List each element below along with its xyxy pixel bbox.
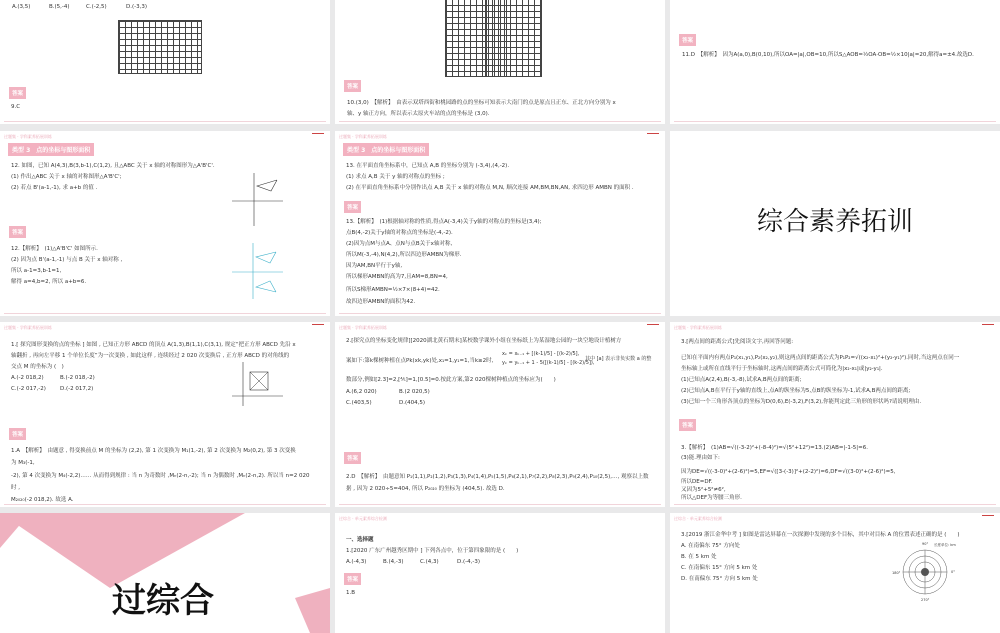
- option-c: C.(403,5): [346, 400, 372, 406]
- analysis-line: 时 ,: [11, 485, 20, 491]
- question-line: 数部分,例如[2.3]=2,[⅘]=1,[0.5]=0.按此方案,第2 020棵树种植点的坐标应为( ): [346, 377, 556, 383]
- radar-label-0: 0°: [951, 570, 955, 574]
- question-line: 1.[2020 广东广州越秀区期中 ] 下列各点中，位于第四象限的是 ( ): [346, 548, 519, 554]
- option-d: D.(-2 017,2): [60, 386, 94, 392]
- slide-13[interactable]: [335, 131, 665, 316]
- analysis-line: 点B(4,-2)关于y轴的对称点的坐标是(-4,-2).: [346, 230, 453, 236]
- slide-10[interactable]: [335, 0, 665, 124]
- analysis-line: 12.【解析】 (1)△A'B'C' 如图所示.: [11, 246, 98, 252]
- option-c: C.(-2 017,-2): [11, 386, 46, 392]
- answer-badge: 答案: [9, 226, 26, 238]
- slide-chapter-cover[interactable]: [0, 513, 330, 633]
- question-line: 2.[探究点的坐标变化规律][2020湖北黄石期末]某校数学课外小组在坐标纸上为某湿地公园的一块空地设计植树方: [346, 338, 622, 344]
- divider: [4, 504, 326, 505]
- logo-mark: [982, 324, 994, 328]
- divider: [4, 121, 326, 122]
- slide-header: 过题集 · 学科素养拓展训练: [339, 134, 387, 139]
- option-d: D. 在南偏东 75° 方向 5 km 处: [681, 576, 758, 582]
- section-heading: 一、选择题: [346, 537, 374, 543]
- divider: [339, 121, 661, 122]
- divider: [4, 313, 326, 314]
- slide-choice-3[interactable]: [670, 513, 1000, 633]
- option-a: A.(-2 018,2): [11, 375, 44, 381]
- question-line: 交点 M 的坐标为 ( ): [11, 364, 64, 370]
- question-line: (2)已知点A,B在平行于y轴的直线上,点A的纵坐标为5,点B的纵坐标为-1,试求A,B两点间的距离;: [681, 388, 911, 394]
- cover-title: 过综合: [112, 581, 214, 621]
- divider: [674, 121, 996, 122]
- analysis-line: 3.【解析】 (1)AB=√((-3-2)²+(-8-4)²)=√(5²+12²)=13.(2)AB=|-1-5|=6.: [681, 445, 869, 451]
- option-a: A.(3,5): [12, 4, 31, 10]
- answer-text: 1.B: [346, 590, 356, 596]
- answer-text: 9.C: [11, 104, 21, 110]
- slide-header: 过综合 · 单元素养综合检测: [339, 516, 387, 521]
- slide-choice-1[interactable]: [335, 513, 665, 633]
- answer-badge: 答案: [679, 34, 696, 46]
- question-line: 案如下:第k棵树种植在点Pk(xk,yk)处,x₁=1,y₁=1,当k≥2时,: [346, 358, 494, 364]
- question-line: (3)已知一个三角形各顶点的坐标为D(0,6),E(-3,2),F(3,2),你能判定此三角形的形状吗?请说明理由.: [681, 399, 922, 405]
- slide-3[interactable]: [670, 322, 1000, 507]
- analysis-line: 所以 a-1=3,b-1=1,: [11, 268, 62, 274]
- slide-header: 过题集 · 学科素养拓展训练: [674, 325, 722, 330]
- option-c: C.(-2,5): [86, 4, 107, 10]
- option-d: D.(-3,3): [126, 4, 148, 10]
- logo-mark: [647, 133, 659, 137]
- analysis-line: 13.【解析】 (1)根据轴对称的性质,得点A(-3,4)关于y轴的对称点的坐标是(3,4);: [346, 219, 542, 225]
- analysis-line: 所以DE=DF.: [681, 479, 713, 485]
- question-line: (1) 求点 A,B 关于 y 轴的对称点的坐标 ;: [346, 174, 445, 180]
- option-c: C. 在南偏东 15° 方向 5 km 处: [681, 565, 758, 571]
- radar-unit: 长度单位: km: [934, 543, 956, 547]
- formula-line: xₖ = xₖ₋₁ + [(k-1)/5] - [(k-2)/5],: [502, 351, 580, 357]
- analysis-line: 11.D 【解析】 因为A(a,0),B(0,10),所以OA=|a|,OB=10,所以S△AOB=½OA·OB=½×10|a|=20,解得a=±4.故选D.: [682, 52, 974, 58]
- slide-header: 过综合 · 单元素养综合检测: [674, 516, 722, 521]
- analysis-line: -2), 第 4 次变换为 M₄(-2,2)…… 从而得到规律 : 当 n 为奇数时 ,Mₙ(2-n,-2); 当 n 为偶数时 ,Mₙ(2-n,2). 所以当 n=2 020: [11, 473, 310, 479]
- slide-section-title[interactable]: [670, 131, 1000, 316]
- answer-badge: 答案: [9, 87, 26, 99]
- option-a: A.(6,2 020): [346, 389, 377, 395]
- radar-label-90: 90°: [922, 542, 929, 546]
- type-banner: 类型 3 点的坐标与图形面积: [8, 143, 94, 156]
- divider: [339, 504, 661, 505]
- analysis-line: 因为DE=√((-3-0)²+(2-6)²)=5,EF=√([3-(-3)]²+(2-2)²)=6,DF=√((3-0)²+(2-6)²)=5,: [681, 469, 896, 475]
- question-line: 已知在平面内有两点P₁(x₁,y₁),P₂(x₂,y₂),则这两点间的距离公式为P₁P₂=√((x₂-x₁)²+(y₂-y₁)²).同时,当这两点在同一: [681, 355, 960, 361]
- coordinate-figure: [230, 171, 285, 226]
- analysis-line: 所以梯形AMBN的高为7,且AM=8,BN=4,: [346, 274, 448, 280]
- slide-12[interactable]: [0, 131, 330, 316]
- question-line: (1) 作出△ABC 关于 x 轴的对称图形△A'B'C';: [11, 174, 122, 180]
- question-line: 轴翻折 , 再向左平移 1 个单位长度”为一次变换 , 如此这样 , 连续经过 2 020 次变换后 , 正方形 ABCD 的对角线的: [11, 353, 290, 359]
- divider: [339, 313, 661, 314]
- question-line: 13. 在平面直角坐标系中，已知点 A,B 的坐标分别为 (-3,4),(4,-2).: [346, 163, 510, 169]
- slide-header: 过题集 · 学科素养拓展训练: [4, 134, 52, 139]
- analysis-line: 所以S梯形AMBN=½×7×(8+4)=42.: [346, 287, 440, 293]
- answer-badge: 答案: [344, 201, 361, 213]
- option-a: A.(-4,3): [346, 559, 367, 565]
- analysis-line: 1.A 【解析】 由题意 , 得变换前点 M 的坐标为 (2,2), 第 1 次变换为 M₁(1,-2), 第 2 次变换为 M₂(0,2), 第 3 次变换: [11, 448, 296, 454]
- logo-mark: [312, 324, 324, 328]
- slide-header: 过题集 · 学科素养拓展训练: [339, 325, 387, 330]
- question-line: 3.[两点间的距离公式]先阅读文字,再回答问题:: [681, 339, 794, 345]
- question-line: (2) 在平面直角坐标系中分别作出点 A,B 关于 x 轴的对称点 M,N, 顺次连接 AM,BM,BN,AN, 求四边形 AMBN 的面积 .: [346, 185, 634, 191]
- option-d: D.(-4,-3): [457, 559, 480, 565]
- logo-mark: [982, 515, 994, 519]
- answer-figure: [230, 241, 285, 301]
- question-line: (2) 若点 B'(a-1,-1), 求 a+b 的值 .: [11, 185, 98, 191]
- divider: [674, 504, 996, 505]
- radar-label-180: 180°: [892, 571, 901, 575]
- option-c: C.(4,3): [420, 559, 439, 565]
- analysis-line: 为 M₃(-1,: [11, 460, 35, 466]
- analysis-line: 解得 a=4,b=2, 所以 a+b=6.: [11, 279, 87, 285]
- option-a: A. 在南偏东 75° 方向处: [681, 543, 740, 549]
- analysis-line: (2)因为点M与点A、点N与点B关于x轴对称,: [346, 241, 453, 247]
- option-b: B.(5,-4): [49, 4, 70, 10]
- formula-line: yₖ = yₖ₋₁ + 1 - 5([(k-1)/5] - [(k-2)/5]),: [502, 360, 595, 366]
- slide-9[interactable]: [0, 0, 330, 124]
- analysis-line: M₂₀₂₀(-2 018,2). 故选 A.: [11, 497, 74, 503]
- answer-badge: 答案: [344, 80, 361, 92]
- answer-badge: 答案: [344, 452, 361, 464]
- logo-mark: [312, 133, 324, 137]
- option-b: B. 在 5 km 处: [681, 554, 717, 560]
- analysis-line: (2) 因为点 B'(a-1,-1) 与点 B 关于 x 轴对称 ,: [11, 257, 123, 263]
- city-map-figure-right: [485, 0, 542, 77]
- analysis-line: 10.(3,0) 【解析】 由表示双塔西街和桃园路的点的坐标可知表示大南门的点是原点且正东、正北方向分别为 x: [347, 100, 616, 106]
- analysis-line: 轴、y 轴正方向，所以表示太原火车站的点的坐标是 (3,0).: [347, 111, 490, 117]
- square-figure: [230, 360, 285, 408]
- radar-figure: [900, 547, 950, 597]
- analysis-line: 故四边形AMBN的面积为42.: [346, 299, 416, 305]
- answer-badge: 答案: [9, 428, 26, 440]
- slide-2[interactable]: [335, 322, 665, 507]
- analysis-line: 据 , 因为 2 020÷5=404, 所以 P₂₀₂₀ 的坐标为 (404,5). 故选 D.: [346, 486, 505, 492]
- analysis-line: 2.D 【解析】 由题意知 P₁(1,1),P₂(1,2),P₃(1,3),P₄(1,4),P₅(1,5),P₆(2,1),P₇(2,2),P₈(2,3),P₉(2,4),P₁₀(2,5),…, 观察以上数: [346, 474, 649, 480]
- analysis-line: 所以△DEF为等腰三角形.: [681, 495, 742, 501]
- question-line: 坐标轴上或所在直线平行于坐标轴时,这两点间的距离公式可简化为|x₂-x₁|或|y₂-y₁|.: [681, 366, 883, 372]
- map-grid-figure: [118, 20, 202, 74]
- formula-note: 其中 [a] 表示非负实数 a 的整: [585, 356, 652, 362]
- radar-label-270: 270°: [921, 598, 930, 602]
- option-d: D.(404,5): [399, 400, 426, 406]
- analysis-line: 所以M(-3,-4),N(4,2),所以四边形AMBN为梯形.: [346, 252, 462, 258]
- analysis-line: 又因为5²+5²≠6²,: [681, 487, 726, 493]
- option-b: B.(4,-3): [383, 559, 404, 565]
- answer-badge: 答案: [344, 573, 361, 585]
- slide-11[interactable]: [670, 0, 1000, 124]
- question-line: 3.[2019 浙江金华中考 ] 如图是雷达屏幕在一次探测中发现的多个目标，其中对目标 A 的位置表述正确的是 ( ): [681, 532, 960, 538]
- slide-1[interactable]: [0, 322, 330, 507]
- slide-header: 过题集 · 学科素养拓展训练: [4, 325, 52, 330]
- section-title: 综合素养拓训: [756, 207, 913, 237]
- analysis-line: (3)能.理由如下:: [681, 455, 720, 461]
- type-banner: 类型 3 点的坐标与图形面积: [343, 143, 429, 156]
- logo-mark: [647, 324, 659, 328]
- question-line: 1.[ 探究图形变换的点的坐标 ] 如图 , 已知正方形 ABCD 的顶点 A(1,3),B(1,1),C(3,1), 规定“把正方形 ABCD 先沿 x: [11, 342, 296, 348]
- question-line: 12. 如图，已知 A(4,3),B(3,b-1),C(1,2), 且△ABC 关于 x 轴的对称图形为△A'B'C'.: [11, 163, 215, 169]
- option-b: B.(-2 018,-2): [60, 375, 95, 381]
- question-line: (1)已知点A(2,4),B(-3,-8),试求A,B两点间的距离;: [681, 377, 802, 383]
- answer-badge: 答案: [679, 419, 696, 431]
- analysis-line: 因为AM,BN平行于y轴,: [346, 263, 403, 269]
- option-b: B.(2 020,5): [399, 389, 430, 395]
